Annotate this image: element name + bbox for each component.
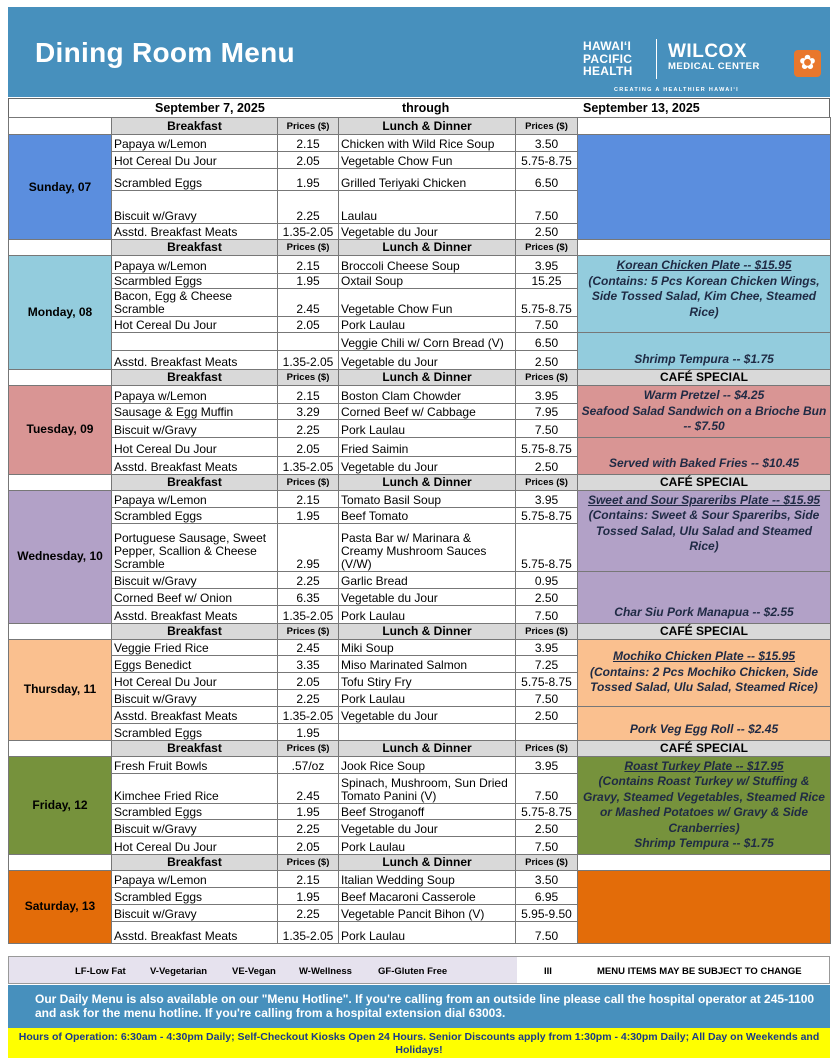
cafe-special-cell (578, 756, 831, 854)
section-header-row (9, 474, 831, 490)
lunch-dinner-price: 7.50 (516, 191, 578, 224)
breakfast-price: 3.29 (278, 404, 339, 420)
lunch-dinner-price: 2.50 (516, 351, 578, 370)
lunch-dinner-price: 15.25 (516, 274, 578, 289)
breakfast-price: 1.95 (278, 723, 339, 740)
breakfast-item: Asstd. Breakfast Meats (112, 605, 278, 623)
breakfast-price: 1.95 (278, 169, 339, 191)
lunch-dinner-price: 5.95-9.50 (516, 904, 578, 921)
lunch-dinner-item: Vegetable du Jour (339, 456, 516, 474)
breakfast-item: Asstd. Breakfast Meats (112, 706, 278, 723)
through-label: through (402, 101, 450, 115)
section-header-row (9, 240, 831, 256)
lunch-dinner-header: Lunch & Dinner (339, 118, 516, 135)
breakfast-price: 2.25 (278, 820, 339, 837)
lunch-dinner-price: 7.50 (516, 921, 578, 943)
day-label: Wednesday, 10 (9, 490, 112, 623)
section-header-row (9, 623, 831, 639)
cafe-special-item: (Contains: 2 Pcs Mochiko Chicken, Side Tossed Salad, Ulu Salad, Steamed Rice) (589, 664, 819, 695)
breakfast-price: 2.45 (278, 774, 339, 804)
lunch-dinner-price: 3.95 (516, 756, 578, 774)
lunch-dinner-price: 2.50 (516, 820, 578, 837)
cafe-special-cell (578, 256, 831, 333)
lunch-dinner-item: Beef Stroganoff (339, 803, 516, 820)
cafe-special-header: CAFÉ SPECIAL (578, 370, 831, 386)
legend-v: V-Vegetarian (150, 966, 208, 977)
lunch-dinner-price: 3.95 (516, 386, 578, 404)
lunch-dinner-item: Pork Laulau (339, 836, 516, 854)
cafe-special-header: CAFÉ SPECIAL (578, 474, 831, 490)
day-label: Saturday, 13 (9, 870, 112, 943)
lunch-dinner-item: Vegetable du Jour (339, 588, 516, 605)
menu-row (9, 639, 831, 655)
lunch-dinner-price (516, 723, 578, 740)
breakfast-price: 2.15 (278, 386, 339, 404)
cafe-special-cell (578, 135, 831, 240)
breakfast-price: 1.95 (278, 803, 339, 820)
menu-row (9, 135, 831, 152)
prices-header: Prices ($) (516, 474, 578, 490)
breakfast-item: Eggs Benedict (112, 655, 278, 672)
menu-row (9, 706, 831, 723)
cafe-special-item: (Contains: 5 Pcs Korean Chicken Wings, Side Tossed Salad, Kim Chee, Steamed Rice) (588, 273, 820, 319)
breakfast-price (278, 333, 339, 351)
legend-gf: GF-Gluten Free (378, 966, 448, 977)
lunch-dinner-item: Vegetable Pancit Bihon (V) (339, 904, 516, 921)
breakfast-price: 1.95 (278, 274, 339, 289)
cafe-special-cell (578, 639, 831, 706)
menu-row (9, 571, 831, 588)
page-title: Dining Room Menu (35, 37, 295, 68)
cafe-special-item: Served with Baked Fries -- $10.45 (608, 456, 800, 470)
lunch-dinner-price: 7.50 (516, 836, 578, 854)
breakfast-item: Fresh Fruit Bowls (112, 756, 278, 774)
breakfast-header: Breakfast (112, 740, 278, 756)
day-label: Monday, 08 (9, 256, 112, 370)
header-blank (9, 240, 112, 256)
cafe-special-item: (Contains: Sweet & Sour Spareribs, Side Tossed Salad, Ulu Salad and Steamed Rice) (588, 508, 820, 553)
cafe-special-header (578, 854, 831, 870)
breakfast-item: Hot Cereal Du Jour (112, 437, 278, 456)
lunch-dinner-item (339, 723, 516, 740)
lunch-dinner-price: 7.95 (516, 404, 578, 420)
cafe-special-header: CAFÉ SPECIAL (578, 623, 831, 639)
lunch-dinner-header: Lunch & Dinner (339, 240, 516, 256)
lunch-dinner-item: Broccoli Cheese Soup (339, 256, 516, 274)
lunch-dinner-item: Jook Rice Soup (339, 756, 516, 774)
breakfast-item: Hot Cereal Du Jour (112, 836, 278, 854)
cafe-special-header (578, 118, 831, 135)
lunch-dinner-price: 5.75-8.75 (516, 437, 578, 456)
menu-hotline-notice: Our Daily Menu is also available on our "Menu Hotline". If you're calling from an outside line please call the hospital operator at 245-1100 and ask for the menu hotline. If you're calling from a hospital extension dial 63003. (8, 985, 830, 1028)
cafe-special-cell (578, 437, 831, 474)
cafe-special-cell (578, 571, 831, 623)
breakfast-item: Sausage & Egg Muffin (112, 404, 278, 420)
breakfast-item: Scrambled Eggs (112, 169, 278, 191)
lunch-dinner-price: 7.50 (516, 689, 578, 706)
breakfast-header: Breakfast (112, 623, 278, 639)
header-blank (9, 623, 112, 639)
lunch-dinner-price: 3.50 (516, 135, 578, 152)
header-blank (9, 740, 112, 756)
breakfast-item: Asstd. Breakfast Meats (112, 224, 278, 240)
prices-header: Prices ($) (278, 854, 339, 870)
breakfast-header: Breakfast (112, 240, 278, 256)
lunch-dinner-price: 6.50 (516, 333, 578, 351)
section-header-row (9, 118, 831, 135)
lunch-dinner-price: 2.50 (516, 706, 578, 723)
day-label: Tuesday, 09 (9, 386, 112, 475)
section-header-row (9, 740, 831, 756)
header-blank (9, 854, 112, 870)
breakfast-item: Biscuit w/Gravy (112, 689, 278, 706)
breakfast-price: 1.95 (278, 887, 339, 904)
lunch-dinner-price: 6.50 (516, 169, 578, 191)
lunch-dinner-item: Vegetable Chow Fun (339, 152, 516, 169)
lunch-dinner-price: 7.50 (516, 605, 578, 623)
lunch-dinner-item: Miso Marinated Salmon (339, 655, 516, 672)
breakfast-price: 2.05 (278, 836, 339, 854)
lunch-dinner-item: Corned Beef w/ Cabbage (339, 404, 516, 420)
breakfast-item: Asstd. Breakfast Meats (112, 456, 278, 474)
prices-header: Prices ($) (278, 370, 339, 386)
cafe-special-cell (578, 490, 831, 571)
lunch-dinner-item: Italian Wedding Soup (339, 870, 516, 887)
hours-of-operation: Hours of Operation: 6:30am - 4:30pm Daily; Self-Checkout Kiosks Open 24 Hours. Senior Discounts apply from 1:30pm - 4:30pm Daily; All Day on Weekends and Holidays! (8, 1028, 830, 1058)
lunch-dinner-price: 5.75-8.75 (516, 152, 578, 169)
menu-table (8, 117, 831, 944)
lunch-dinner-item: Tofu Stiry Fry (339, 672, 516, 689)
lunch-dinner-item: Pork Laulau (339, 921, 516, 943)
lunch-dinner-item: Grilled Teriyaki Chicken (339, 169, 516, 191)
lunch-dinner-header: Lunch & Dinner (339, 474, 516, 490)
breakfast-item: Scarmbled Eggs (112, 274, 278, 289)
breakfast-item: Scrambled Eggs (112, 887, 278, 904)
prices-header: Prices ($) (516, 240, 578, 256)
breakfast-price: 1.35-2.05 (278, 351, 339, 370)
breakfast-price: .57/oz (278, 756, 339, 774)
breakfast-price: 2.45 (278, 289, 339, 317)
lunch-dinner-item: Fried Saimin (339, 437, 516, 456)
menu-row (9, 756, 831, 774)
cafe-special-item: Sweet and Sour Spareribs Plate -- $15.95 (587, 492, 821, 507)
cafe-special-item: Shrimp Tempura -- $1.75 (634, 836, 774, 850)
lunch-dinner-header: Lunch & Dinner (339, 740, 516, 756)
cafe-special-item: Warm Pretzel -- $4.25 (643, 388, 765, 402)
day-label: Thursday, 11 (9, 639, 112, 740)
day-label: Sunday, 07 (9, 135, 112, 240)
lunch-dinner-price: 2.50 (516, 456, 578, 474)
prices-header: Prices ($) (516, 370, 578, 386)
day-label: Friday, 12 (9, 756, 112, 854)
logo-text: WILCOX (668, 41, 747, 62)
lunch-dinner-price: 5.75-8.75 (516, 289, 578, 317)
legend-ve: VE-Vegan (232, 966, 276, 977)
lunch-dinner-item: Miki Soup (339, 639, 516, 655)
lunch-dinner-item: Vegetable du Jour (339, 224, 516, 240)
breakfast-item: Asstd. Breakfast Meats (112, 351, 278, 370)
lunch-dinner-item: Chicken with Wild Rice Soup (339, 135, 516, 152)
cafe-special-item: Seafood Salad Sandwich on a Brioche Bun -- $7.50 (581, 403, 827, 433)
prices-header: Prices ($) (516, 623, 578, 639)
cafe-special-cell (578, 333, 831, 370)
prices-header: Prices ($) (278, 118, 339, 135)
lunch-dinner-item: Pasta Bar w/ Marinara & Creamy Mushroom Sauces (V/W) (339, 523, 516, 571)
lunch-dinner-price: 3.95 (516, 639, 578, 655)
prices-header: Prices ($) (516, 854, 578, 870)
breakfast-item: Scrambled Eggs (112, 803, 278, 820)
lunch-dinner-price: 7.25 (516, 655, 578, 672)
breakfast-price: 1.35-2.05 (278, 921, 339, 943)
breakfast-price: 2.25 (278, 689, 339, 706)
breakfast-price: 3.35 (278, 655, 339, 672)
start-date: September 7, 2025 (155, 101, 265, 115)
lunch-dinner-item: Pork Laulau (339, 420, 516, 437)
breakfast-item: Hot Cereal Du Jour (112, 672, 278, 689)
breakfast-item: Kimchee Fried Rice (112, 774, 278, 804)
lunch-dinner-header: Lunch & Dinner (339, 370, 516, 386)
breakfast-price: 2.15 (278, 135, 339, 152)
cafe-special-cell (578, 870, 831, 943)
lunch-dinner-item: Vegetable Chow Fun (339, 289, 516, 317)
logo-text: HEALTH (583, 64, 633, 78)
legend-w: W-Wellness (299, 966, 352, 977)
lunch-dinner-price: 6.95 (516, 887, 578, 904)
change-warning: MENU ITEMS MAY BE SUBJECT TO CHANGE (597, 966, 802, 977)
breakfast-price: 2.25 (278, 904, 339, 921)
breakfast-price: 6.35 (278, 588, 339, 605)
lunch-dinner-price: 7.50 (516, 317, 578, 333)
lunch-dinner-price: 5.75-8.75 (516, 507, 578, 523)
lunch-dinner-item: Boston Clam Chowder (339, 386, 516, 404)
menu-header (8, 7, 830, 97)
lunch-dinner-price: 3.95 (516, 490, 578, 507)
breakfast-price: 2.45 (278, 639, 339, 655)
lunch-dinner-item: Beef Macaroni Casserole (339, 887, 516, 904)
cafe-special-item: Roast Turkey Plate -- $17.95 (624, 758, 784, 773)
breakfast-item: Papaya w/Lemon (112, 135, 278, 152)
end-date: September 13, 2025 (583, 101, 700, 115)
date-range (8, 98, 830, 117)
prices-header: Prices ($) (278, 474, 339, 490)
breakfast-price: 2.05 (278, 152, 339, 169)
lunch-dinner-item: Vegetable du Jour (339, 820, 516, 837)
lunch-dinner-item: Spinach, Mushroom, Sun Dried Tomato Panini (V) (339, 774, 516, 804)
lunch-dinner-item: Pork Laulau (339, 605, 516, 623)
lunch-dinner-item: Veggie Chili w/ Corn Bread (V) (339, 333, 516, 351)
breakfast-item: Papaya w/Lemon (112, 490, 278, 507)
breakfast-header: Breakfast (112, 370, 278, 386)
breakfast-price: 1.35-2.05 (278, 605, 339, 623)
breakfast-price: 1.35-2.05 (278, 224, 339, 240)
prices-header: Prices ($) (278, 740, 339, 756)
lunch-dinner-price: 2.50 (516, 224, 578, 240)
logo-text: MEDICAL CENTER (668, 61, 760, 72)
breakfast-price: 1.95 (278, 507, 339, 523)
lunch-dinner-header: Lunch & Dinner (339, 854, 516, 870)
legend-lf: LF-Low Fat (75, 966, 126, 977)
prices-header: Prices ($) (278, 240, 339, 256)
cafe-special-item: Korean Chicken Plate -- $15.95 (616, 258, 792, 272)
lunch-dinner-item: Laulau (339, 191, 516, 224)
breakfast-item (112, 333, 278, 351)
cafe-special-header (578, 240, 831, 256)
lunch-dinner-item: Pork Laulau (339, 317, 516, 333)
cafe-special-item: Char Siu Pork Manapua -- $2.55 (614, 605, 794, 619)
breakfast-item: Scrambled Eggs (112, 723, 278, 740)
lunch-dinner-price: 5.75-8.75 (516, 523, 578, 571)
prices-header: Prices ($) (516, 740, 578, 756)
lunch-dinner-item: Vegetable du Jour (339, 706, 516, 723)
cafe-special-item: Pork Veg Egg Roll -- $2.45 (629, 722, 779, 736)
breakfast-item: Papaya w/Lemon (112, 386, 278, 404)
menu-row (9, 386, 831, 404)
lunch-dinner-item: Garlic Bread (339, 571, 516, 588)
header-blank (9, 370, 112, 386)
flower-logo-icon: ✿ (794, 50, 821, 77)
hawaii-pacific-health-logo (583, 40, 633, 78)
breakfast-price: 2.25 (278, 191, 339, 224)
breakfast-price: 2.05 (278, 317, 339, 333)
breakfast-item: Papaya w/Lemon (112, 870, 278, 887)
breakfast-item: Portuguese Sausage, Sweet Pepper, Scallion & Cheese Scramble (112, 523, 278, 571)
breakfast-price: 2.15 (278, 256, 339, 274)
wilcox-logo (668, 42, 760, 72)
logo-text: HAWAI‘I (583, 39, 632, 53)
breakfast-price: 1.35-2.05 (278, 706, 339, 723)
lunch-dinner-price: 3.50 (516, 870, 578, 887)
cafe-special-header: CAFÉ SPECIAL (578, 740, 831, 756)
breakfast-price: 2.05 (278, 437, 339, 456)
breakfast-header: Breakfast (112, 474, 278, 490)
warning-box (517, 957, 829, 983)
cafe-special-item: Shrimp Tempura -- $1.75 (634, 351, 774, 366)
lunch-dinner-price: 5.75-8.75 (516, 672, 578, 689)
breakfast-item: Papaya w/Lemon (112, 256, 278, 274)
breakfast-price: 2.15 (278, 870, 339, 887)
breakfast-item: Biscuit w/Gravy (112, 191, 278, 224)
lunch-dinner-price: 7.50 (516, 774, 578, 804)
breakfast-price: 2.25 (278, 420, 339, 437)
cafe-special-cell (578, 386, 831, 438)
lunch-dinner-price: 5.75-8.75 (516, 803, 578, 820)
lunch-dinner-item: Oxtail Soup (339, 274, 516, 289)
logo-divider (656, 39, 657, 79)
lunch-dinner-item: Vegetable du Jour (339, 351, 516, 370)
header-blank (9, 474, 112, 490)
breakfast-item: Biscuit w/Gravy (112, 420, 278, 437)
breakfast-item: Hot Cereal Du Jour (112, 317, 278, 333)
cafe-special-item: (Contains Roast Turkey w/ Stuffing & Gravy, Steamed Vegetables, Steamed Rice or Mashed Potatoes w/ Gravy & Side Cranberries) (583, 774, 825, 835)
menu-row (9, 256, 831, 274)
breakfast-header: Breakfast (112, 118, 278, 135)
breakfast-item: Biscuit w/Gravy (112, 820, 278, 837)
breakfast-item: Asstd. Breakfast Meats (112, 921, 278, 943)
breakfast-price: 2.15 (278, 490, 339, 507)
menu-row (9, 333, 831, 351)
section-header-row (9, 854, 831, 870)
menu-row (9, 437, 831, 456)
diet-legend (8, 956, 830, 984)
lunch-dinner-header: Lunch & Dinner (339, 623, 516, 639)
prices-header: Prices ($) (278, 623, 339, 639)
lunch-dinner-item: Pork Laulau (339, 689, 516, 706)
section-header-row (9, 370, 831, 386)
lunch-dinner-price: 3.95 (516, 256, 578, 274)
lunch-dinner-price: 2.50 (516, 588, 578, 605)
breakfast-item: Corned Beef w/ Onion (112, 588, 278, 605)
legend-separator: III (544, 966, 552, 977)
breakfast-item: Veggie Fried Rice (112, 639, 278, 655)
breakfast-header: Breakfast (112, 854, 278, 870)
breakfast-price: 2.95 (278, 523, 339, 571)
breakfast-item: Bacon, Egg & Cheese Scramble (112, 289, 278, 317)
lunch-dinner-item: Beef Tomato (339, 507, 516, 523)
logo-tagline: CREATING A HEALTHIER HAWAI‘I (614, 87, 740, 93)
lunch-dinner-price: 0.95 (516, 571, 578, 588)
cafe-special-cell (578, 706, 831, 740)
logo-text: PACIFIC (583, 51, 633, 66)
breakfast-item: Biscuit w/Gravy (112, 904, 278, 921)
breakfast-price: 1.35-2.05 (278, 456, 339, 474)
menu-row (9, 490, 831, 507)
breakfast-item: Hot Cereal Du Jour (112, 152, 278, 169)
breakfast-price: 2.25 (278, 571, 339, 588)
lunch-dinner-price: 7.50 (516, 420, 578, 437)
breakfast-item: Scrambled Eggs (112, 507, 278, 523)
header-blank (9, 118, 112, 135)
menu-row (9, 870, 831, 887)
prices-header: Prices ($) (516, 118, 578, 135)
breakfast-item: Biscuit w/Gravy (112, 571, 278, 588)
breakfast-price: 2.05 (278, 672, 339, 689)
cafe-special-item: Mochiko Chicken Plate -- $15.95 (612, 649, 796, 664)
lunch-dinner-item: Tomato Basil Soup (339, 490, 516, 507)
